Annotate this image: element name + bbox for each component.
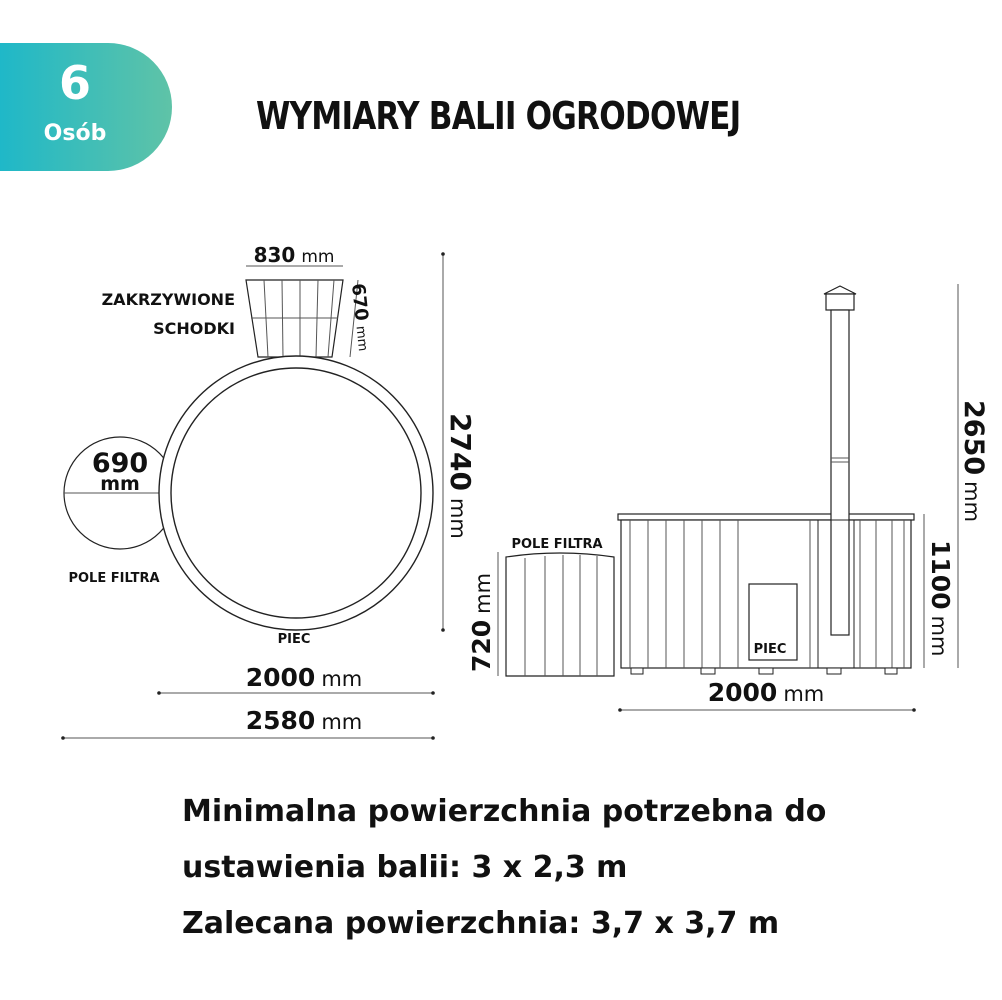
total-width-label [246, 706, 363, 735]
top-view [61, 243, 477, 740]
side-width-value: 2000 [707, 678, 778, 707]
side-filter-label: POLE FILTRA [511, 537, 603, 552]
side-width-unit: mm [783, 682, 825, 706]
top-tub-width-value: 2000 [245, 663, 316, 692]
total-width-value: 2580 [245, 706, 316, 735]
tub-height-label [926, 540, 955, 657]
total-depth-label [444, 413, 477, 539]
filter-height-unit: mm [471, 572, 495, 614]
notes-line-3: Zalecana powierzchnia: 3,7 x 3,7 m [182, 906, 780, 941]
tub-height-unit: mm [927, 615, 951, 657]
notes-line-2: ustawienia balii: 3 x 2,3 m [182, 850, 628, 885]
top-stove-label: PIEC [277, 632, 311, 647]
notes-line-1: Minimalna powierzchnia potrzebna do [182, 794, 827, 829]
top-filter-label: POLE FILTRA [68, 571, 160, 586]
total-depth-unit: mm [446, 497, 470, 539]
total-height-unit: mm [960, 481, 984, 523]
total-width-unit: mm [321, 710, 363, 734]
filter-box-shape [506, 553, 614, 676]
page-title: WYMIARY BALII OGRODOWEJ [256, 94, 741, 138]
space-requirements [182, 784, 972, 952]
side-width-label [708, 678, 825, 707]
stairs-width-unit: mm [301, 247, 335, 267]
tub-height-value: 1100 [926, 540, 955, 610]
filter-diameter-unit: mm [100, 473, 140, 495]
stairs-width-value: 830 [253, 243, 296, 267]
side-stove-label: PIEC [753, 642, 787, 657]
people-label: Osób [43, 121, 107, 146]
people-count: 6 [58, 56, 91, 110]
total-depth-value: 2740 [444, 413, 477, 491]
filter-height-label [467, 573, 496, 672]
stairs-width-label [254, 243, 335, 267]
stairs-depth-value: 670 [347, 282, 372, 322]
stairs-label-line2: SCHODKI [153, 319, 235, 338]
filter-height-value: 720 [467, 619, 496, 672]
tub-outer-circle [159, 356, 433, 630]
top-tub-width-label [246, 663, 363, 692]
side-view [467, 284, 989, 712]
filter-diameter-value: 690 [91, 448, 149, 479]
total-height-label [958, 400, 989, 522]
top-tub-width-unit: mm [321, 667, 363, 691]
stairs-label-line1: ZAKRZYWIONE [101, 290, 235, 309]
curved-stairs-shape [246, 280, 343, 357]
stairs-depth-unit: mm [352, 325, 371, 352]
total-height-value: 2650 [958, 400, 989, 476]
